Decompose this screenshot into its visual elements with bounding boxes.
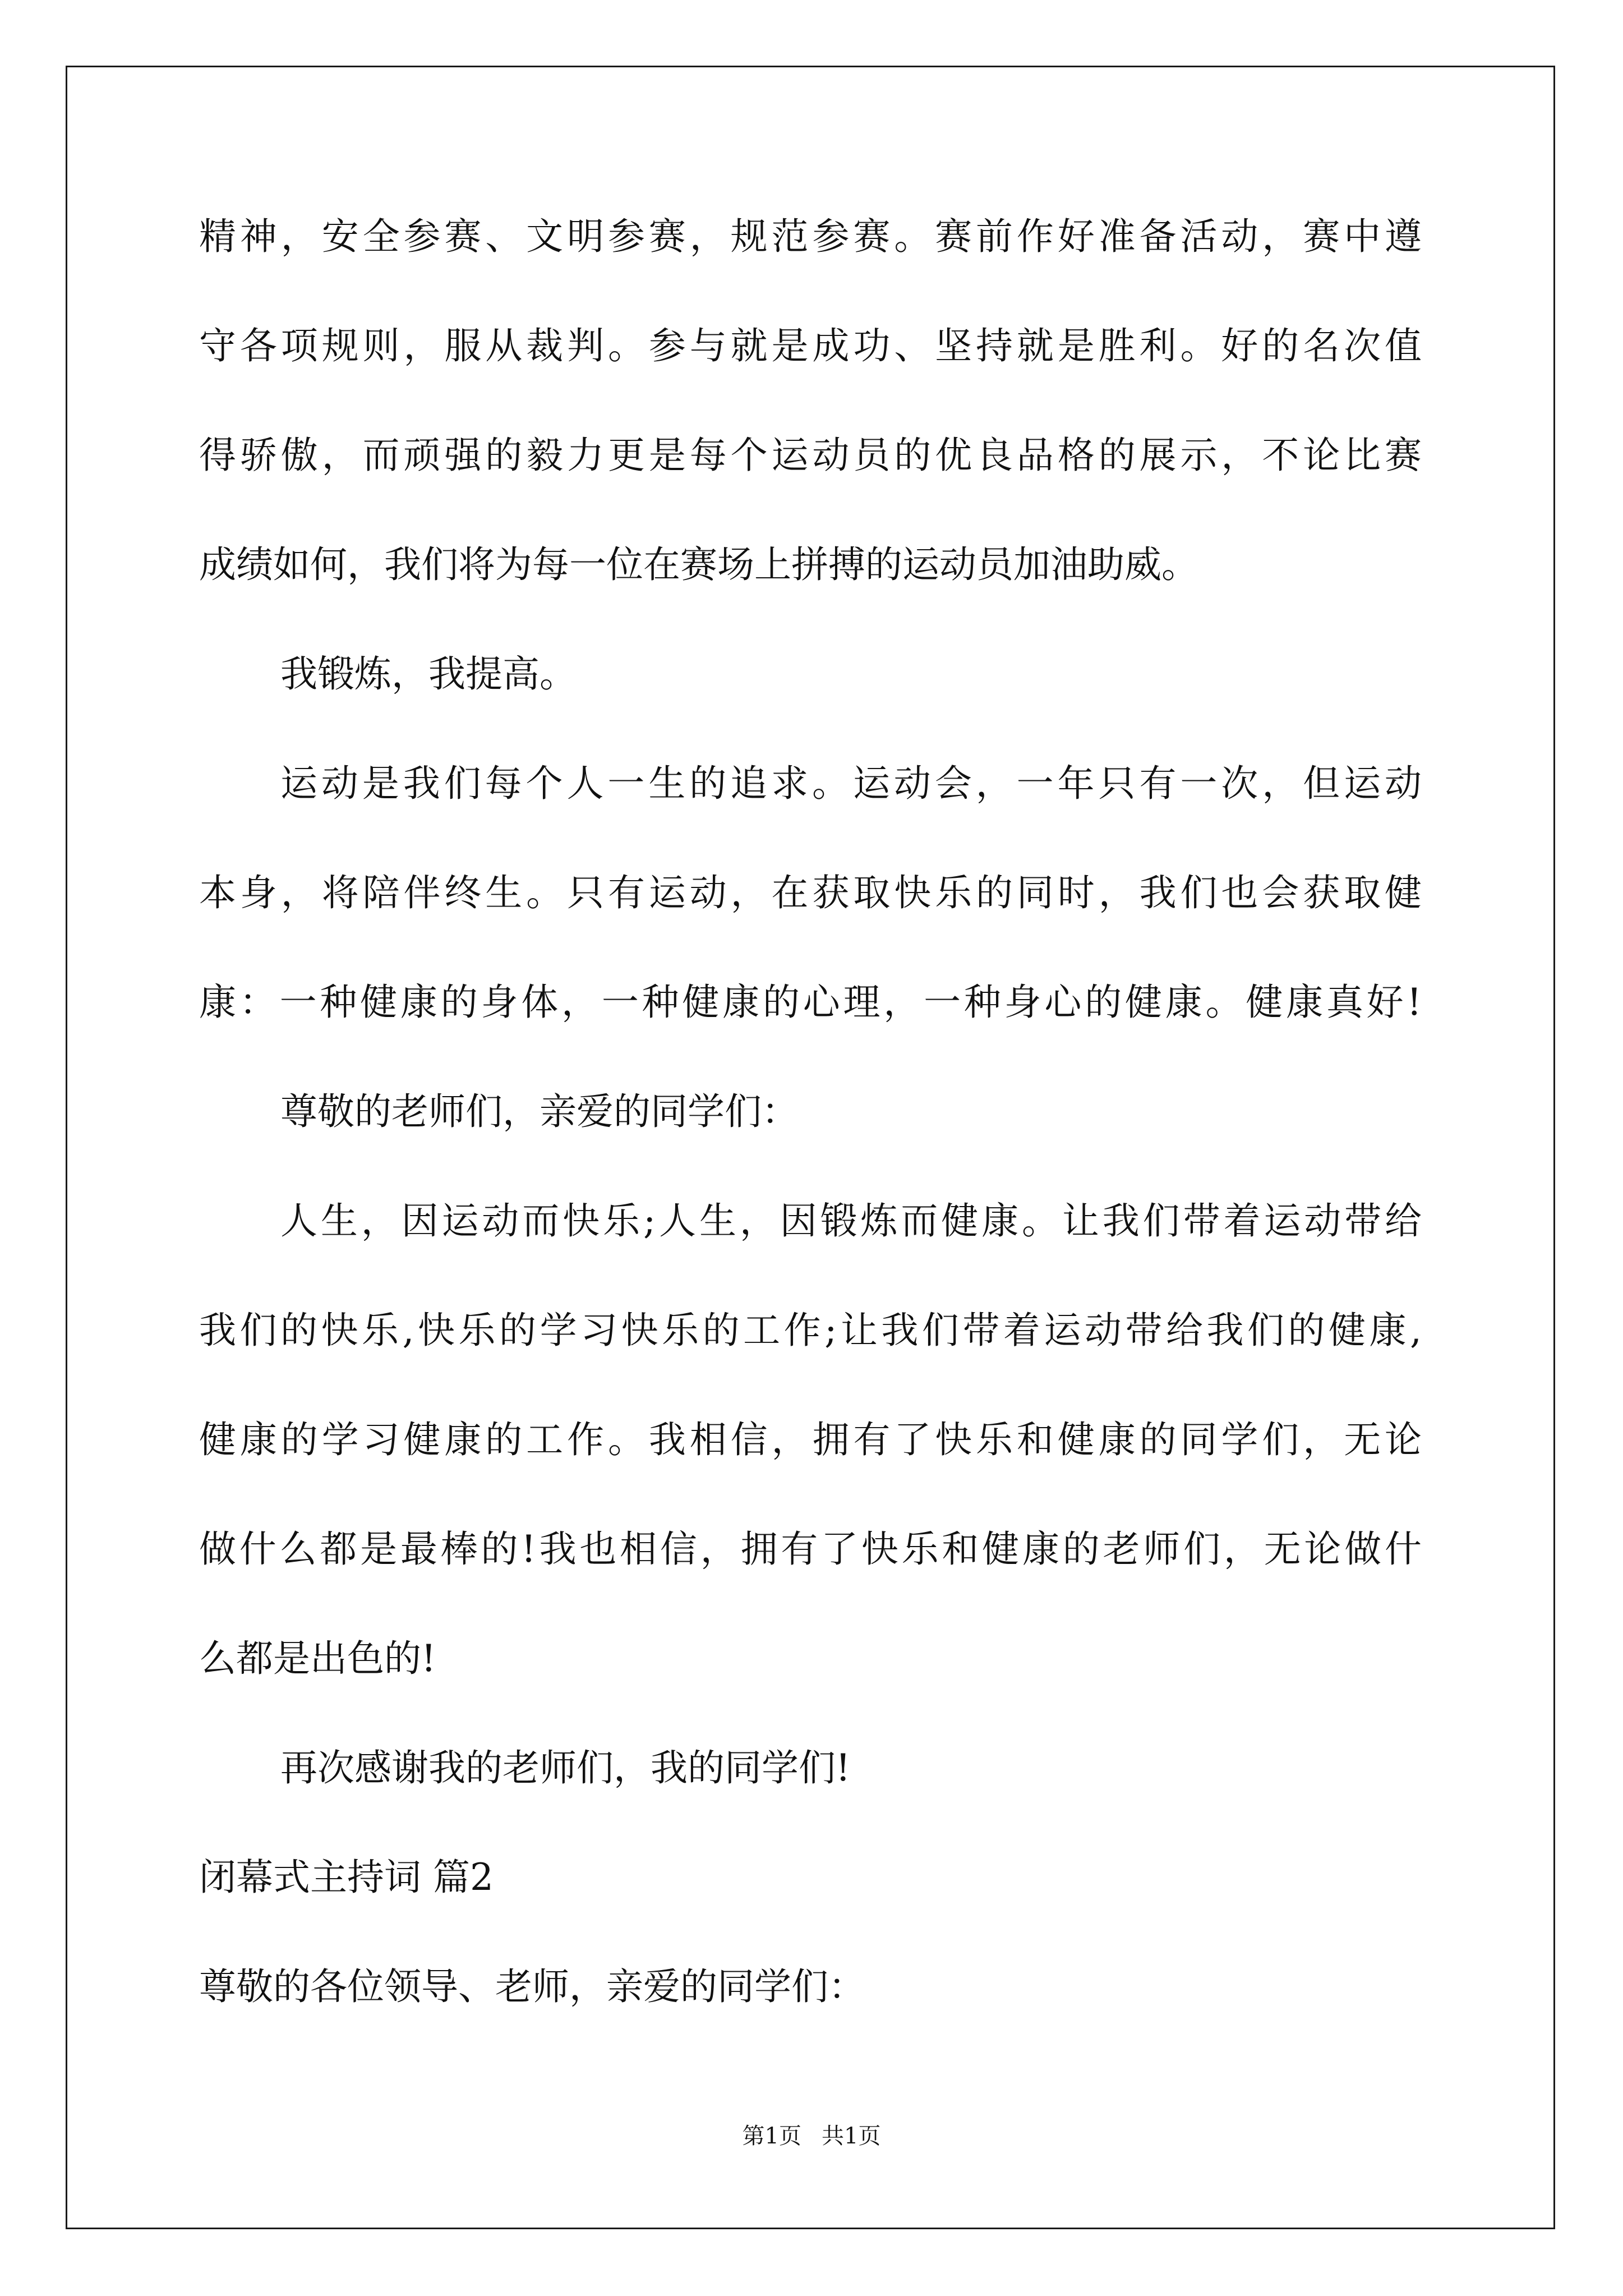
text-line: 成绩如何，我们将为每一位在赛场上拼搏的运动员加油助威。 xyxy=(199,543,1198,586)
text-line: 本身，将陪伴终生。只有运动，在获取快乐的同时，我们也会获取健 xyxy=(199,871,1422,914)
text-line: 我锻炼，我提高。 xyxy=(280,652,577,696)
section-heading: 闭幕式主持词 篇2 xyxy=(199,1856,494,1899)
text-line: 守各项规则，服从裁判。参与就是成功、坚持就是胜利。好的名次值 xyxy=(199,324,1422,367)
page-total: 共1页 xyxy=(822,2123,881,2149)
text-line: 精神，安全参赛、文明参赛，规范参赛。赛前作好准备活动，赛中遵 xyxy=(199,215,1422,258)
text-line: 尊敬的各位领导、老师，亲爱的同学们： xyxy=(199,1965,865,2008)
page-footer xyxy=(0,2118,1623,2150)
text-line: 我们的快乐,快乐的学习快乐的工作;让我们带着运动带给我们的健康, xyxy=(199,1309,1422,1352)
text-line: 尊敬的老师们，亲爱的同学们： xyxy=(280,1090,799,1133)
text-line: 再次感谢我的老师们，我的同学们! xyxy=(280,1746,851,1789)
text-line: 健康的学习健康的工作。我相信，拥有了快乐和健康的同学们，无论 xyxy=(199,1418,1422,1461)
text-line: 人生，因运动而快乐;人生，因锻炼而健康。让我们带着运动带给 xyxy=(280,1199,1422,1243)
text-line: 运动是我们每个人一生的追求。运动会，一年只有一次，但运动 xyxy=(280,762,1422,805)
text-line: 么都是出色的! xyxy=(199,1637,436,1680)
text-line: 做什么都是最棒的!我也相信，拥有了快乐和健康的老师们，无论做什 xyxy=(199,1527,1422,1571)
text-line: 得骄傲，而顽强的毅力更是每个运动员的优良品格的展示，不论比赛 xyxy=(199,434,1422,477)
text-line: 康：一种健康的身体，一种健康的心理，一种身心的健康。健康真好! xyxy=(199,981,1422,1024)
page-number: 第1页 xyxy=(742,2123,801,2149)
